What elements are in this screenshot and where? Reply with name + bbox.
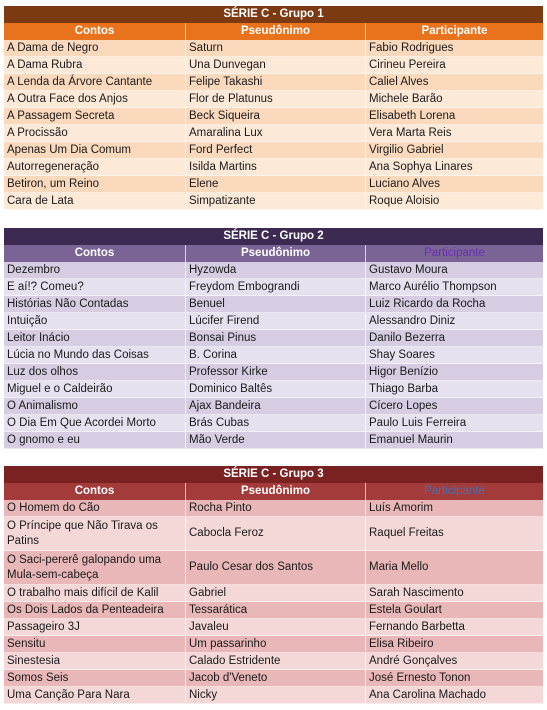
column-header-row [4, 483, 543, 500]
column-header-contos: Contos [74, 247, 115, 259]
pseudonimo-cell: Una Dunvegan [185, 57, 365, 73]
conto-cell: Somos Seis [7, 672, 69, 684]
participante-cell: Ana Carolina Machado [365, 687, 543, 703]
participante-cell: Fabio Rodrigues [365, 40, 543, 56]
table-row [4, 398, 543, 415]
table-row [4, 91, 543, 108]
column-header-pseudonimo: Pseudônimo [185, 245, 365, 262]
table-row [4, 279, 543, 296]
table-row [4, 619, 543, 636]
participante-cell: José Ernesto Tonon [365, 670, 543, 686]
pseudonimo-cell: Lúcifer Firend [185, 313, 365, 329]
participante-cell: Ana Sophya Linares [365, 159, 543, 175]
conto-cell: Sinestesia [7, 655, 61, 667]
conto-cell: Autorregeneração [7, 161, 100, 173]
participante-cell: Raquel Freitas [365, 517, 543, 550]
table-row [4, 585, 543, 602]
pseudonimo-cell: Beck Siqueira [185, 108, 365, 124]
table-row [4, 313, 543, 330]
participante-cell: Luciano Alves [365, 176, 543, 192]
conto-cell: Os Dois Lados da Penteadeira [7, 604, 164, 616]
conto-cell: Leitor Inácio [7, 332, 70, 344]
conto-cell: O Príncipe que Não Tirava os Patins [7, 519, 158, 547]
participante-cell: Elisa Ribeiro [365, 636, 543, 652]
table-row [4, 296, 543, 313]
table-row [4, 500, 543, 517]
conto-cell: A Dama de Negro [7, 42, 99, 54]
pseudonimo-cell: Jacob d'Veneto [185, 670, 365, 686]
pseudonimo-cell: Brás Cubas [185, 415, 365, 431]
participante-cell: Roque Aloisio [365, 193, 543, 209]
pseudonimo-cell: Gabriel [185, 585, 365, 601]
conto-cell: O Homem do Cão [7, 502, 100, 514]
table-row [4, 381, 543, 398]
column-header-participante: Participante [365, 23, 543, 40]
conto-cell: A Procissão [7, 127, 68, 139]
participante-cell: Elisabeth Lorena [365, 108, 543, 124]
column-header-pseudonimo: Pseudônimo [185, 483, 365, 500]
pseudonimo-cell: Um passarinho [185, 636, 365, 652]
pseudonimo-cell: Tessarática [185, 602, 365, 618]
conto-cell: O Animalismo [7, 400, 78, 412]
conto-cell: O gnomo e eu [7, 434, 80, 446]
participante-cell: Shay Soares [365, 347, 543, 363]
table-row [4, 57, 543, 74]
pseudonimo-cell: Bonsai Pinus [185, 330, 365, 346]
pseudonimo-cell: Felipe Takashi [185, 74, 365, 90]
participante-cell: Virgilio Gabriel [365, 142, 543, 158]
pseudonimo-cell: Professor Kirke [185, 364, 365, 380]
pseudonimo-cell: Elene [185, 176, 365, 192]
participante-cell: Michele Barão [365, 91, 543, 107]
group-title: SÉRIE C - Grupo 1 [4, 6, 543, 23]
table-row [4, 108, 543, 125]
conto-cell: Histórias Não Contadas [7, 298, 129, 310]
table-row [4, 517, 543, 551]
pseudonimo-cell: Paulo Cesar dos Santos [185, 551, 365, 584]
table-row [4, 415, 543, 432]
pseudonimo-cell: Nicky [185, 687, 365, 703]
participante-cell: Gustavo Moura [365, 262, 543, 278]
group-title: SÉRIE C - Grupo 3 [4, 466, 543, 483]
pseudonimo-cell: Calado Estridente [185, 653, 365, 669]
pseudonimo-cell: Ford Perfect [185, 142, 365, 158]
table-row [4, 125, 543, 142]
table-row [4, 670, 543, 687]
participante-cell: André Gonçalves [365, 653, 543, 669]
pseudonimo-cell: Isilda Martins [185, 159, 365, 175]
participante-cell: Luís Amorim [365, 500, 543, 516]
participante-cell: Thiago Barba [365, 381, 543, 397]
pseudonimo-cell: Cabocla Feroz [185, 517, 365, 550]
table-row [4, 364, 543, 381]
conto-cell: O Dia Em Que Acordei Morto [7, 417, 156, 429]
table-row [4, 74, 543, 91]
participante-cell: Luiz Ricardo da Rocha [365, 296, 543, 312]
conto-cell: O Saci-pererê galopando uma Mula-sem-cabeça [7, 553, 162, 581]
table-row [4, 653, 543, 670]
group-title: SÉRIE C - Grupo 2 [4, 228, 543, 245]
table-row [4, 347, 543, 364]
conto-cell: A Lenda da Árvore Cantante [7, 76, 153, 88]
participante-cell: Maria Mello [365, 551, 543, 584]
participante-cell: Higor Benízio [365, 364, 543, 380]
conto-cell: Apenas Um Dia Comum [7, 144, 131, 156]
conto-cell: Dezembro [7, 264, 61, 276]
column-header-contos: Contos [74, 25, 115, 37]
table-row [4, 159, 543, 176]
conto-cell: Passageiro 3J [7, 621, 80, 633]
table-row [4, 636, 543, 653]
table-row [4, 176, 543, 193]
pseudonimo-cell: Ajax Bandeira [185, 398, 365, 414]
group-2-table [4, 228, 543, 449]
pseudonimo-cell: Dominico Baltês [185, 381, 365, 397]
pseudonimo-cell: Javaleu [185, 619, 365, 635]
pseudonimo-cell: Simpatizante [185, 193, 365, 209]
participante-cell: Danilo Bezerra [365, 330, 543, 346]
conto-cell: Betiron, um Reino [7, 178, 100, 190]
table-row [4, 432, 543, 449]
participante-cell: Paulo Luis Ferreira [365, 415, 543, 431]
table-row [4, 330, 543, 347]
pseudonimo-cell: Mão Verde [185, 432, 365, 448]
table-row [4, 142, 543, 159]
conto-cell: A Passagem Secreta [7, 110, 115, 122]
conto-cell: A Outra Face dos Anjos [7, 93, 128, 105]
column-header-participante: Participante [365, 483, 543, 500]
column-header-participante: Participante [365, 245, 543, 262]
participante-cell: Cícero Lopes [365, 398, 543, 414]
table-row [4, 40, 543, 57]
group-3-table [4, 466, 543, 704]
pseudonimo-cell: Saturn [185, 40, 365, 56]
pseudonimo-cell: Benuel [185, 296, 365, 312]
pseudonimo-cell: Amaralina Lux [185, 125, 365, 141]
participante-cell: Caliel Alves [365, 74, 543, 90]
participante-cell: Cirineu Pereira [365, 57, 543, 73]
participante-cell: Alessandro Diniz [365, 313, 543, 329]
table-row [4, 193, 543, 210]
conto-cell: Uma Canção Para Nara [7, 689, 130, 701]
group-1-table [4, 6, 543, 210]
pseudonimo-cell: Hyzowda [185, 262, 365, 278]
pseudonimo-cell: Freydom Embograndi [185, 279, 365, 295]
pseudonimo-cell: B. Corina [185, 347, 365, 363]
participante-cell: Estela Goulart [365, 602, 543, 618]
participante-cell: Marco Aurélio Thompson [365, 279, 543, 295]
pseudonimo-cell: Rocha Pinto [185, 500, 365, 516]
table-row [4, 602, 543, 619]
table-row [4, 551, 543, 585]
conto-cell: Miguel e o Caldeirão [7, 383, 113, 395]
column-header-row [4, 23, 543, 40]
participante-cell: Vera Marta Reis [365, 125, 543, 141]
column-header-row [4, 245, 543, 262]
conto-cell: O trabalho mais difícil de Kalil [7, 587, 159, 599]
conto-cell: E aí!? Comeu? [7, 281, 84, 293]
column-header-contos: Contos [74, 485, 115, 497]
conto-cell: A Dama Rubra [7, 59, 83, 71]
conto-cell: Intuição [7, 315, 48, 327]
table-row [4, 687, 543, 704]
conto-cell: Sensitu [7, 638, 46, 650]
participante-cell: Emanuel Maurin [365, 432, 543, 448]
participante-cell: Sarah Nascimento [365, 585, 543, 601]
pseudonimo-cell: Flor de Platunus [185, 91, 365, 107]
table-row [4, 262, 543, 279]
conto-cell: Lúcia no Mundo das Coisas [7, 349, 149, 361]
conto-cell: Luz dos olhos [7, 366, 78, 378]
participante-cell: Fernando Barbetta [365, 619, 543, 635]
conto-cell: Cara de Lata [7, 195, 74, 207]
column-header-pseudonimo: Pseudônimo [185, 23, 365, 40]
